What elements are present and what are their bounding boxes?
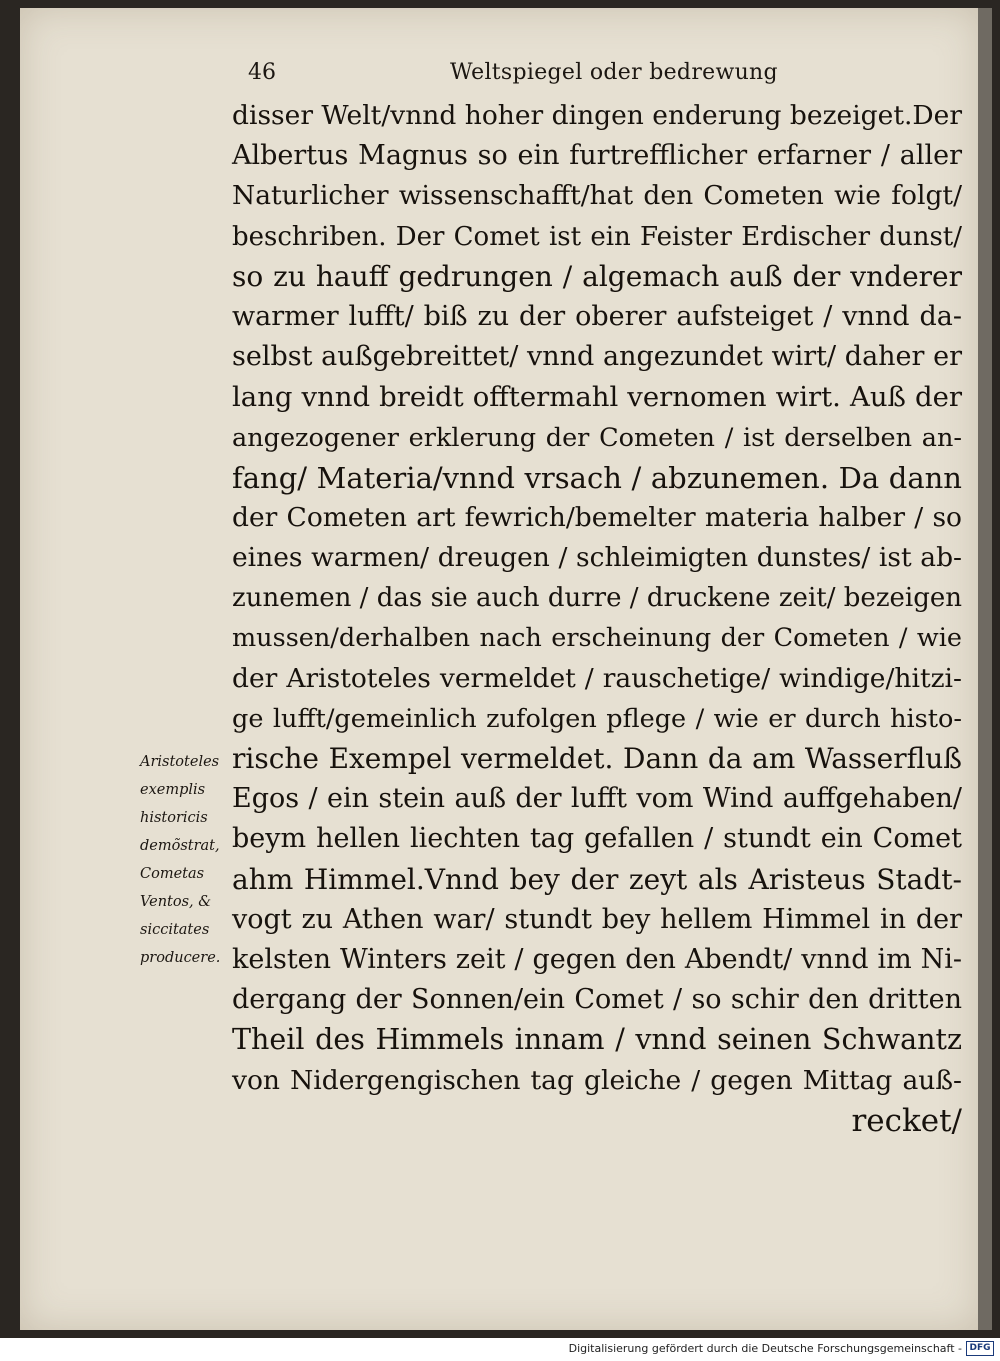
text-line: beschriben. Der Comet ist ein Feister Erdischer dunst/ (232, 221, 962, 252)
text-line: kelsten Winters zeit / gegen den Abendt/ vnnd im Ni- (232, 943, 962, 975)
running-head: Weltspiegel oder bedrewung (450, 60, 778, 85)
text-line: von Nidergengischen tag gleiche / gegen Mittag auß- (232, 1064, 962, 1096)
page-number: 46 (248, 60, 276, 85)
body-text (232, 96, 962, 1141)
text-line: angezogener erklerung der Cometen / ist derselben an- (232, 422, 962, 453)
marginal-line: Ventos, & (140, 894, 212, 910)
text-line: beym hellen liechten tag gefallen / stundt ein Comet (232, 823, 962, 855)
text-line: warmer lufft/ biß zu der oberer aufsteiget / vnnd da- (232, 300, 962, 332)
text-line: der Cometen art fewrich/bemelter materia halber / so (232, 501, 962, 533)
text-line: selbst außgebreittet/ vnnd angezundet wirt/ daher er (232, 341, 962, 373)
text-line: Albertus Magnus so ein furtrefflicher erfarner / aller (232, 140, 962, 172)
page-edge (978, 8, 992, 1330)
text-line: lang vnnd breidt offtermahl vernomen wirt. Auß der (232, 381, 962, 414)
marginal-line: historicis (140, 810, 208, 826)
marginal-line: demõstrat, (140, 838, 220, 854)
text-line: dergang der Sonnen/ein Comet / so schir den dritten (232, 984, 962, 1016)
text-line: zunemen / das sie auch durre / druckene zeit/ bezeigen (232, 583, 962, 614)
text-line: eines warmen/ dreugen / schleimigten dunstes/ ist ab- (232, 542, 962, 574)
marginal-line: producere. (140, 950, 221, 966)
text-line: Egos / ein stein auß der lufft vom Wind auffgehaben/ (232, 783, 962, 815)
text-line: ahm Himmel.Vnnd bey der zeyt als Aristeus Stadt- (232, 862, 962, 896)
marginal-note (140, 748, 245, 972)
text-line: Theil des Himmels innam / vnnd seinen Schwantz (232, 1023, 962, 1057)
text-line: ge lufft/gemeinlich zufolgen pflege / wie er durch histo- (232, 703, 962, 734)
marginal-line: Aristoteles (140, 754, 220, 770)
text-line: vogt zu Athen war/ stundt bey hellem Himmel in der (232, 903, 962, 935)
page-header (0, 60, 1000, 90)
text-line: so zu hauff gedrungen / algemach auß der vnderer (232, 259, 962, 293)
dfg-logo-icon: DFG (966, 1341, 994, 1356)
funding-credit: Digitalisierung gefördert durch die Deutsche Forschungsgemeinschaft - (568, 1342, 962, 1355)
text-line: fang/ Materia/vnnd vrsach / abzunemen. Da dann (232, 460, 962, 495)
text-line: disser Welt/vnnd hoher dingen enderung bezeiget.Der (232, 100, 962, 131)
text-line: mussen/derhalben nach erscheinung der Cometen / wie (232, 623, 962, 654)
text-line: der Aristoteles vermeldet / rauschetige/ windige/hitzi- (232, 662, 962, 694)
marginal-line: exemplis (140, 782, 206, 798)
text-line: rische Exempel vermeldet. Dann da am Wasserfluß (232, 742, 962, 775)
marginal-line: siccitates (140, 922, 210, 938)
marginal-line: Cometas (140, 866, 205, 882)
catchword: recket/ (851, 1102, 962, 1139)
footer-bar (0, 1338, 1000, 1361)
text-line: Naturlicher wissenschafft/hat den Cometen wie folgt/ (232, 180, 962, 212)
